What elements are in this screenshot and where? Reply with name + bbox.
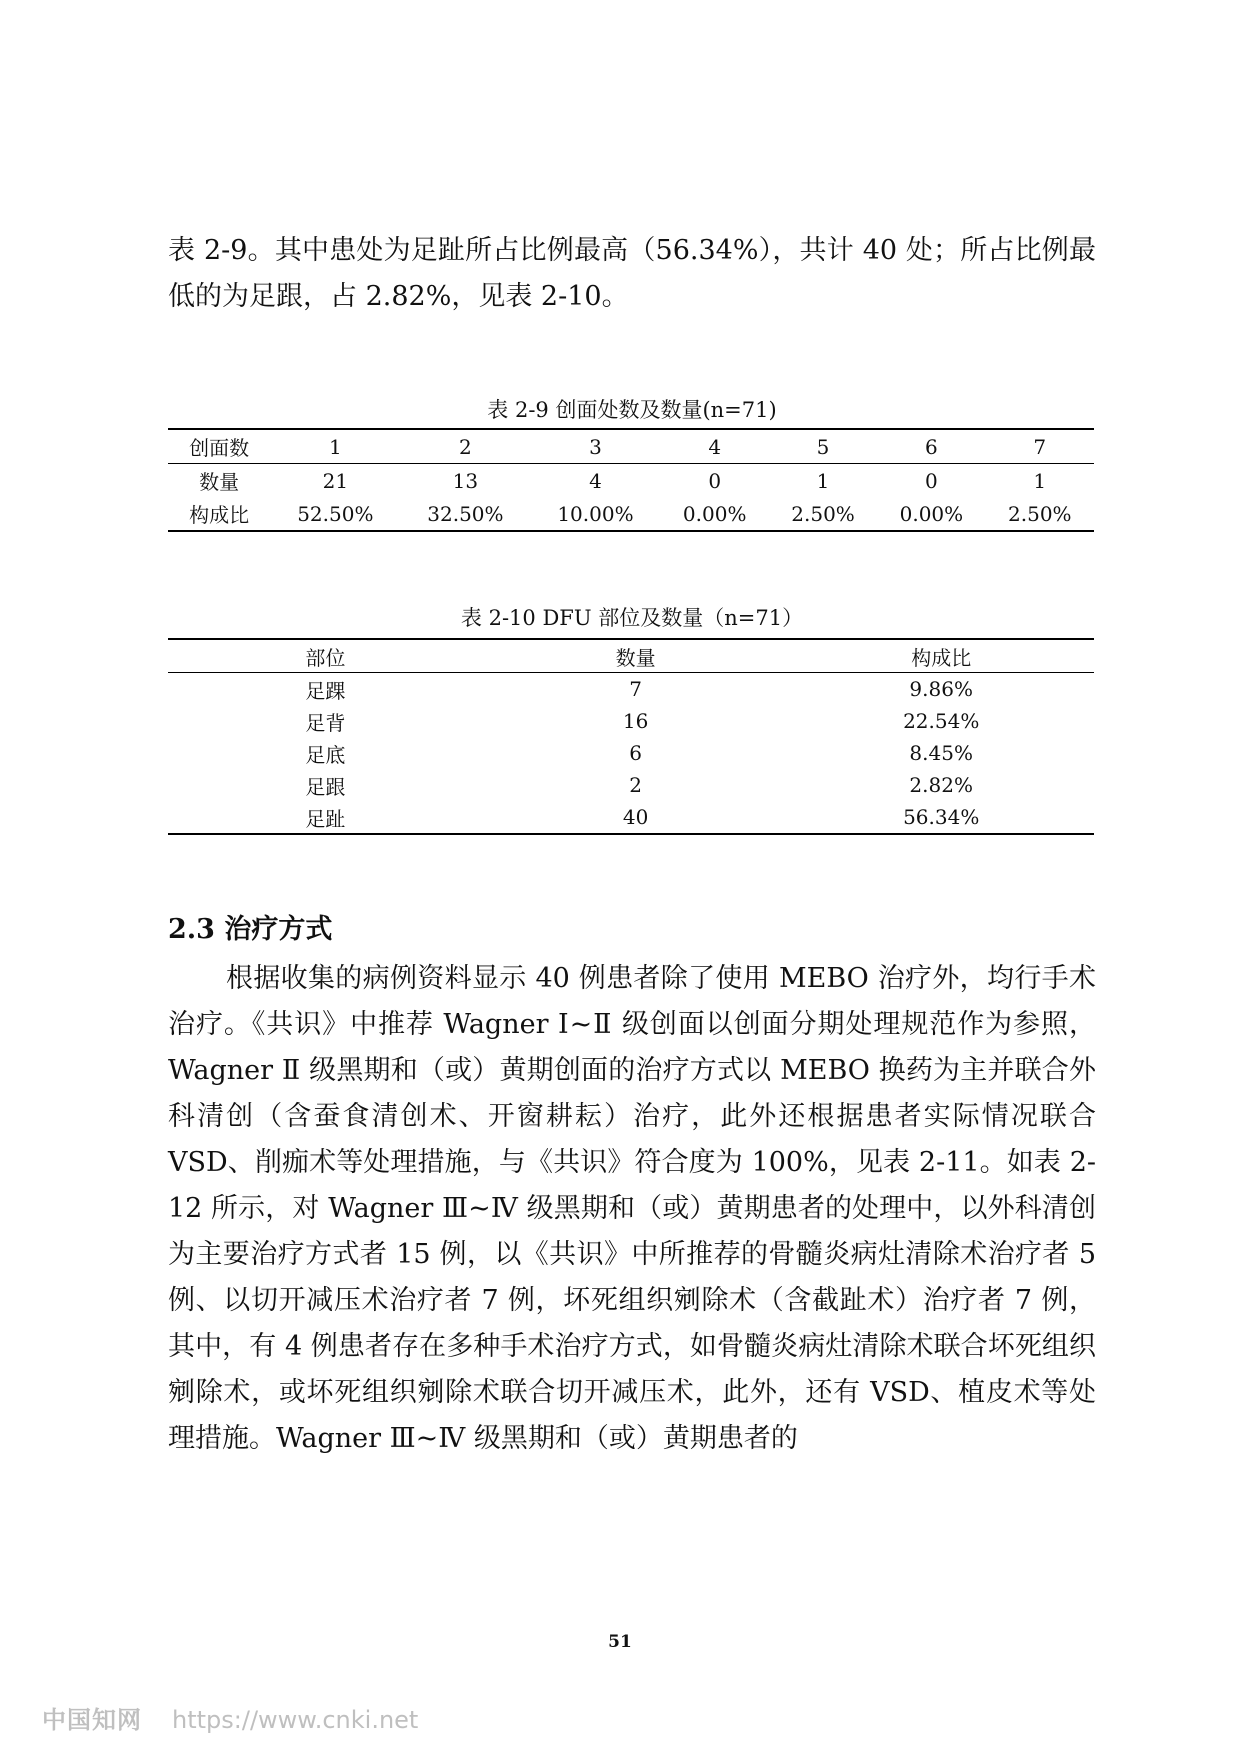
- table-cell: 32.50%: [427, 501, 504, 526]
- dfu-location-table: [168, 638, 1094, 835]
- table-cell: 足趾: [305, 806, 346, 831]
- table-cell: 8.45%: [909, 741, 973, 765]
- table-cell: 56.34%: [903, 805, 980, 829]
- table-row: [168, 705, 1094, 737]
- watermark-url: https://www.cnki.net: [172, 1706, 419, 1734]
- table-cell: 4: [589, 468, 602, 493]
- table-cell: 2.50%: [791, 501, 855, 526]
- page-number: 51: [608, 1632, 632, 1652]
- table-header-row: [168, 639, 1094, 673]
- table-cell: 52.50%: [297, 501, 374, 526]
- table-cell: 4: [661, 429, 769, 464]
- table-cell: 22.54%: [903, 709, 980, 733]
- table-row: [168, 673, 1094, 706]
- table-row: [168, 737, 1094, 769]
- column-header: 数量: [483, 639, 789, 673]
- intro-paragraph: 表 2-9。其中患处为足趾所占比例最高（56.34%），共计 40 处；所占比例最低的为足跟，占 2.82%，见表 2-10。: [168, 235, 1096, 312]
- table-cell: 2.50%: [1008, 501, 1072, 526]
- table-cell: 构成比: [189, 503, 250, 527]
- table-cell: 2: [400, 429, 530, 464]
- table-cell: 40: [622, 805, 649, 829]
- wound-count-table: [168, 428, 1094, 532]
- column-header: 部位: [168, 639, 483, 673]
- table-2-10-caption: 表 2-10 DFU 部位及数量（n=71）: [460, 606, 804, 630]
- table-cell: 16: [622, 709, 649, 733]
- table-cell: 5: [769, 429, 877, 464]
- table-cell: 足底: [305, 742, 346, 767]
- table-cell: 7: [986, 429, 1094, 464]
- table-cell: 1: [270, 429, 400, 464]
- table-cell: 足踝: [305, 678, 346, 703]
- table-cell: 10.00%: [557, 501, 634, 526]
- table-cell: 2.82%: [909, 773, 973, 797]
- cnki-logo: 中国知网: [42, 1706, 142, 1734]
- table-2-9-caption: 表 2-9 创面处数及数量(n=71): [487, 398, 777, 422]
- table-row: [168, 429, 1094, 464]
- table-cell: 6: [629, 741, 642, 765]
- table-cell: 0.00%: [899, 501, 964, 526]
- table-cell: 2: [629, 773, 642, 797]
- table-cell: 13: [452, 468, 479, 493]
- table-cell: 1: [1033, 468, 1047, 493]
- cnki-watermark: [42, 1700, 418, 1735]
- table-cell: 7: [629, 677, 642, 701]
- table-row: [168, 497, 1094, 531]
- table-cell: 数量: [199, 470, 240, 494]
- body-paragraph: 根据收集的病例资料显示 40 例患者除了使用 MEBO 治疗外，均行手术治疗。《共识》中推荐 Wagner Ⅰ~Ⅱ 级创面以创面分期处理规范作为参照，Wagner Ⅱ 级黑期和（或）黄期创面的治疗方式以 MEBO 换药为主并联合外科清创（含蚕食清创术、开窗耕耘）治疗，此外还根据患者实际情况联合 VSD、削痂术等处理措施，与《共识》符合度为 100%，见表 2-11。如表 2-12 所示，对 Wagner Ⅲ~Ⅳ 级黑期和（或）黄期患者的处理中，以外科清创为主要治疗方式者 15 例，以《共识》中所推荐的骨髓炎病灶清除术治疗者 5 例、以切开减压术治疗者 7 例，坏死组织剜除术（含截趾术）治疗者 7 例，其中，有 4 例患者存在多种手术治疗方式，如骨髓炎病灶清除术联合坏死组织剜除术，或坏死组织剜除术联合切开减压术，此外，还有 VSD、植皮术等处理措施。Wagner Ⅲ~Ⅳ 级黑期和（或）黄期患者的: [168, 963, 1096, 1454]
- table-row: [168, 801, 1094, 834]
- table-cell: 0: [925, 468, 938, 493]
- table-cell: 足背: [305, 710, 346, 735]
- table-cell: 1: [816, 468, 830, 493]
- table-cell: 3: [530, 429, 660, 464]
- column-header: 构成比: [788, 639, 1094, 673]
- table-row: [168, 464, 1094, 498]
- table-cell: 21: [322, 468, 349, 493]
- table-cell: 0.00%: [682, 501, 747, 526]
- table-cell: 0: [708, 468, 722, 493]
- section-heading: 2.3 治疗方式: [168, 914, 333, 945]
- table-cell: 足跟: [305, 774, 346, 799]
- table-row: [168, 769, 1094, 801]
- table-cell: 6: [877, 429, 985, 464]
- table-cell: 创面数: [168, 429, 270, 464]
- table-cell: 9.86%: [909, 677, 973, 701]
